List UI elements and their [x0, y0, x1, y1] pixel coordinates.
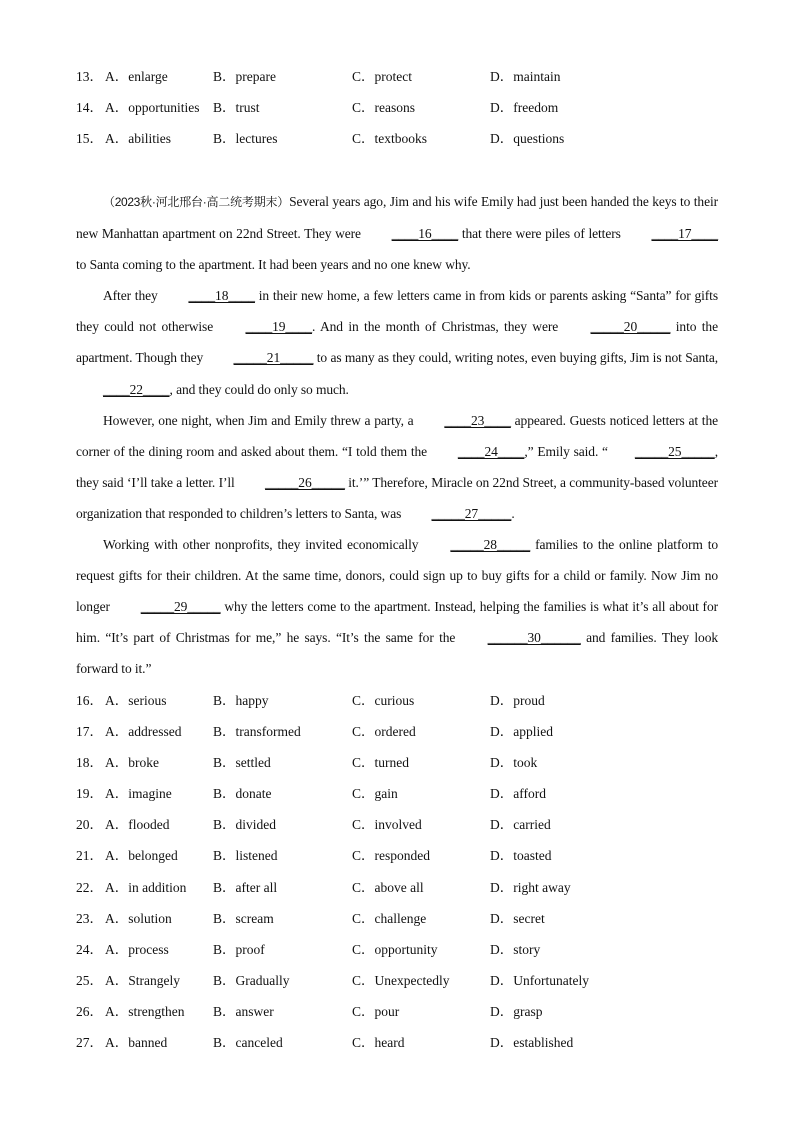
- option-a: A．Strangely: [105, 972, 180, 988]
- option-c: C．textbooks: [352, 131, 428, 147]
- option-c: C．gain: [352, 786, 398, 802]
- blank-16: ____16____: [391, 226, 459, 242]
- passage-text: Several years ago, Jim and his wife Emily had just been handed the keys to their new Manhattan apartment on 22nd Street. They were: [76, 194, 719, 242]
- question-number: 17．: [76, 724, 103, 740]
- question-number: 24．: [76, 941, 103, 957]
- question-number: 14．: [76, 100, 103, 116]
- question-number: 13．: [76, 69, 103, 84]
- option-b: B．lectures: [213, 131, 278, 147]
- option-c: C．curious: [352, 693, 415, 708]
- blank-20: _____20_____: [590, 319, 671, 335]
- option-row-18: [76, 755, 726, 786]
- passage-text: families to the online platform to request gifts for their children. At the same time, donors, could sign up to buy gifts for a child or family. Now Jim no longer: [76, 537, 718, 615]
- option-a: A．banned: [105, 1035, 168, 1051]
- blank-23: ____23____: [444, 412, 511, 428]
- cloze-passage: [76, 186, 718, 685]
- option-d: D．carried: [490, 817, 551, 833]
- option-d: D．proud: [490, 693, 545, 708]
- option-a: A．flooded: [105, 817, 170, 833]
- option-d: D．story: [490, 941, 541, 957]
- option-a: A．abilities: [105, 131, 171, 147]
- passage-source: （2023秋·河北邢台·高二统考期末）: [103, 195, 290, 209]
- option-b: B．proof: [213, 941, 265, 957]
- option-b: B．canceled: [213, 1035, 283, 1051]
- blank-18: ____18____: [188, 288, 255, 304]
- blank-19: ____19____: [245, 319, 313, 335]
- blank-30: ______30______: [487, 630, 581, 646]
- option-b: B．transformed: [213, 724, 301, 740]
- option-c: C．above all: [352, 879, 424, 895]
- option-b: B．donate: [213, 786, 272, 802]
- question-number: 19．: [76, 786, 103, 802]
- option-c: C．protect: [352, 69, 412, 84]
- blank-22: ____22____: [103, 381, 170, 397]
- question-number: 23．: [76, 910, 103, 926]
- option-c: C．opportunity: [352, 941, 438, 957]
- option-row-25: [76, 973, 726, 1004]
- option-row-14: [76, 100, 726, 131]
- option-c: C．responded: [352, 848, 430, 864]
- passage-text: , and they could do only so much.: [169, 381, 349, 397]
- option-b: B．settled: [213, 755, 271, 771]
- option-d: D．freedom: [490, 100, 559, 116]
- option-row-21: [76, 848, 726, 879]
- question-number: 16．: [76, 693, 103, 708]
- option-b: B．Gradually: [213, 972, 290, 988]
- option-a: A．strengthen: [105, 1003, 185, 1019]
- option-d: D．afford: [490, 786, 546, 802]
- passage-text: . And in the month of Christmas, they were: [312, 319, 564, 335]
- option-b: B．listened: [213, 848, 278, 864]
- passage-text: why the letters come to the apartment. Instead, helping the families is what it’s all about for him. “It’s part of Christmas for me,” he says. “It’s the same for the: [76, 599, 718, 646]
- option-d: D．toasted: [490, 848, 552, 864]
- option-c: C．ordered: [352, 724, 416, 740]
- option-a: A．process: [105, 941, 169, 957]
- option-d: D．secret: [490, 910, 545, 926]
- option-b: B．after all: [213, 879, 278, 895]
- option-a: A．solution: [105, 910, 172, 926]
- option-b: B．scream: [213, 910, 274, 926]
- option-c: C．heard: [352, 1035, 405, 1051]
- passage-paragraph-2: [76, 280, 718, 404]
- options-top-block: [76, 69, 726, 162]
- option-c: C．pour: [352, 1003, 400, 1019]
- option-b: B．happy: [213, 693, 269, 708]
- option-c: C．Unexpectedly: [352, 972, 450, 988]
- blank-17: ____17____: [651, 226, 718, 242]
- option-d: D．questions: [490, 131, 565, 147]
- blank-24: ____24____: [457, 443, 525, 459]
- blank-25: _____25_____: [634, 443, 715, 459]
- question-number: 18．: [76, 755, 103, 771]
- option-c: C．reasons: [352, 100, 415, 116]
- option-a: A．broke: [105, 755, 159, 771]
- option-a: A．serious: [105, 693, 167, 708]
- option-row-24: [76, 942, 726, 973]
- passage-text: into the apartment. Though they: [76, 319, 718, 366]
- option-a: A．opportunities: [105, 100, 200, 116]
- option-a: A．enlarge: [105, 69, 168, 84]
- option-row-22: [76, 880, 726, 911]
- option-d: D．grasp: [490, 1003, 543, 1019]
- option-row-27: [76, 1035, 726, 1066]
- option-d: D．Unfortunately: [490, 972, 589, 988]
- option-row-20: [76, 817, 726, 848]
- option-a: A．in addition: [105, 879, 187, 895]
- passage-text: ,” Emily said. “: [524, 443, 608, 459]
- option-b: B．answer: [213, 1003, 274, 1019]
- question-number: 25．: [76, 972, 103, 988]
- option-row-17: [76, 724, 726, 755]
- blank-21: _____21_____: [233, 350, 314, 366]
- option-a: A．addressed: [105, 724, 182, 740]
- option-a: A．imagine: [105, 786, 172, 802]
- option-d: D．maintain: [490, 69, 561, 84]
- question-number: 22．: [76, 879, 103, 895]
- passage-text: to Santa coming to the apartment. It had been years and no one knew why.: [76, 257, 471, 273]
- option-d: D．took: [490, 755, 538, 771]
- question-number: 21．: [76, 848, 103, 864]
- option-b: B．trust: [213, 100, 260, 116]
- passage-text: After they: [103, 288, 162, 304]
- option-row-26: [76, 1004, 726, 1035]
- option-row-13: [76, 69, 726, 100]
- option-a: A．belonged: [105, 848, 178, 864]
- option-row-15: [76, 131, 726, 162]
- option-d: D．right away: [490, 879, 571, 895]
- blank-26: _____26_____: [265, 474, 345, 490]
- passage-text: appeared. Guests noticed letters at the corner of the dining room and asked about them. “I told them the: [76, 412, 719, 459]
- question-number: 27．: [76, 1035, 103, 1051]
- passage-text: it.’” Therefore, Miracle on 22nd Street, a community-based volunteer organization that responded to children’s letters to Santa, was: [76, 474, 718, 521]
- blank-29: _____29_____: [140, 599, 221, 615]
- passage-text: in their new home, a few letters came in from kids or parents asking “Santa” for gifts they could not otherwise: [76, 288, 718, 335]
- option-row-19: [76, 786, 726, 817]
- passage-paragraph-1: [76, 186, 718, 280]
- option-row-23: [76, 911, 726, 942]
- blank-27: _____27_____: [431, 505, 512, 521]
- passage-text: and families. They look forward to it.”: [76, 630, 718, 677]
- passage-text: to as many as they could, writing notes, even buying gifts, Jim is not Santa,: [313, 350, 718, 366]
- passage-text: However, one night, when Jim and Emily threw a party, a: [103, 412, 418, 428]
- option-b: B．prepare: [213, 69, 276, 84]
- passage-paragraph-3: [76, 405, 718, 529]
- passage-text: , they said ‘I’ll take a letter. I’ll: [76, 443, 718, 490]
- passage-text: Working with other nonprofits, they invited economically: [103, 537, 424, 553]
- question-number: 15．: [76, 131, 103, 147]
- options-bottom-block: [76, 693, 726, 1066]
- option-d: D．applied: [490, 724, 553, 740]
- passage-paragraph-4: [76, 529, 718, 684]
- option-c: C．challenge: [352, 910, 427, 926]
- option-d: D．established: [490, 1035, 574, 1051]
- question-number: 26．: [76, 1003, 103, 1019]
- passage-text: that there were piles of letters: [458, 226, 625, 242]
- option-row-16: [76, 693, 726, 724]
- blank-28: _____28_____: [450, 537, 531, 553]
- passage-text: .: [511, 505, 515, 521]
- option-b: B．divided: [213, 817, 276, 833]
- option-c: C．turned: [352, 755, 409, 771]
- question-number: 20．: [76, 817, 103, 833]
- option-c: C．involved: [352, 817, 422, 833]
